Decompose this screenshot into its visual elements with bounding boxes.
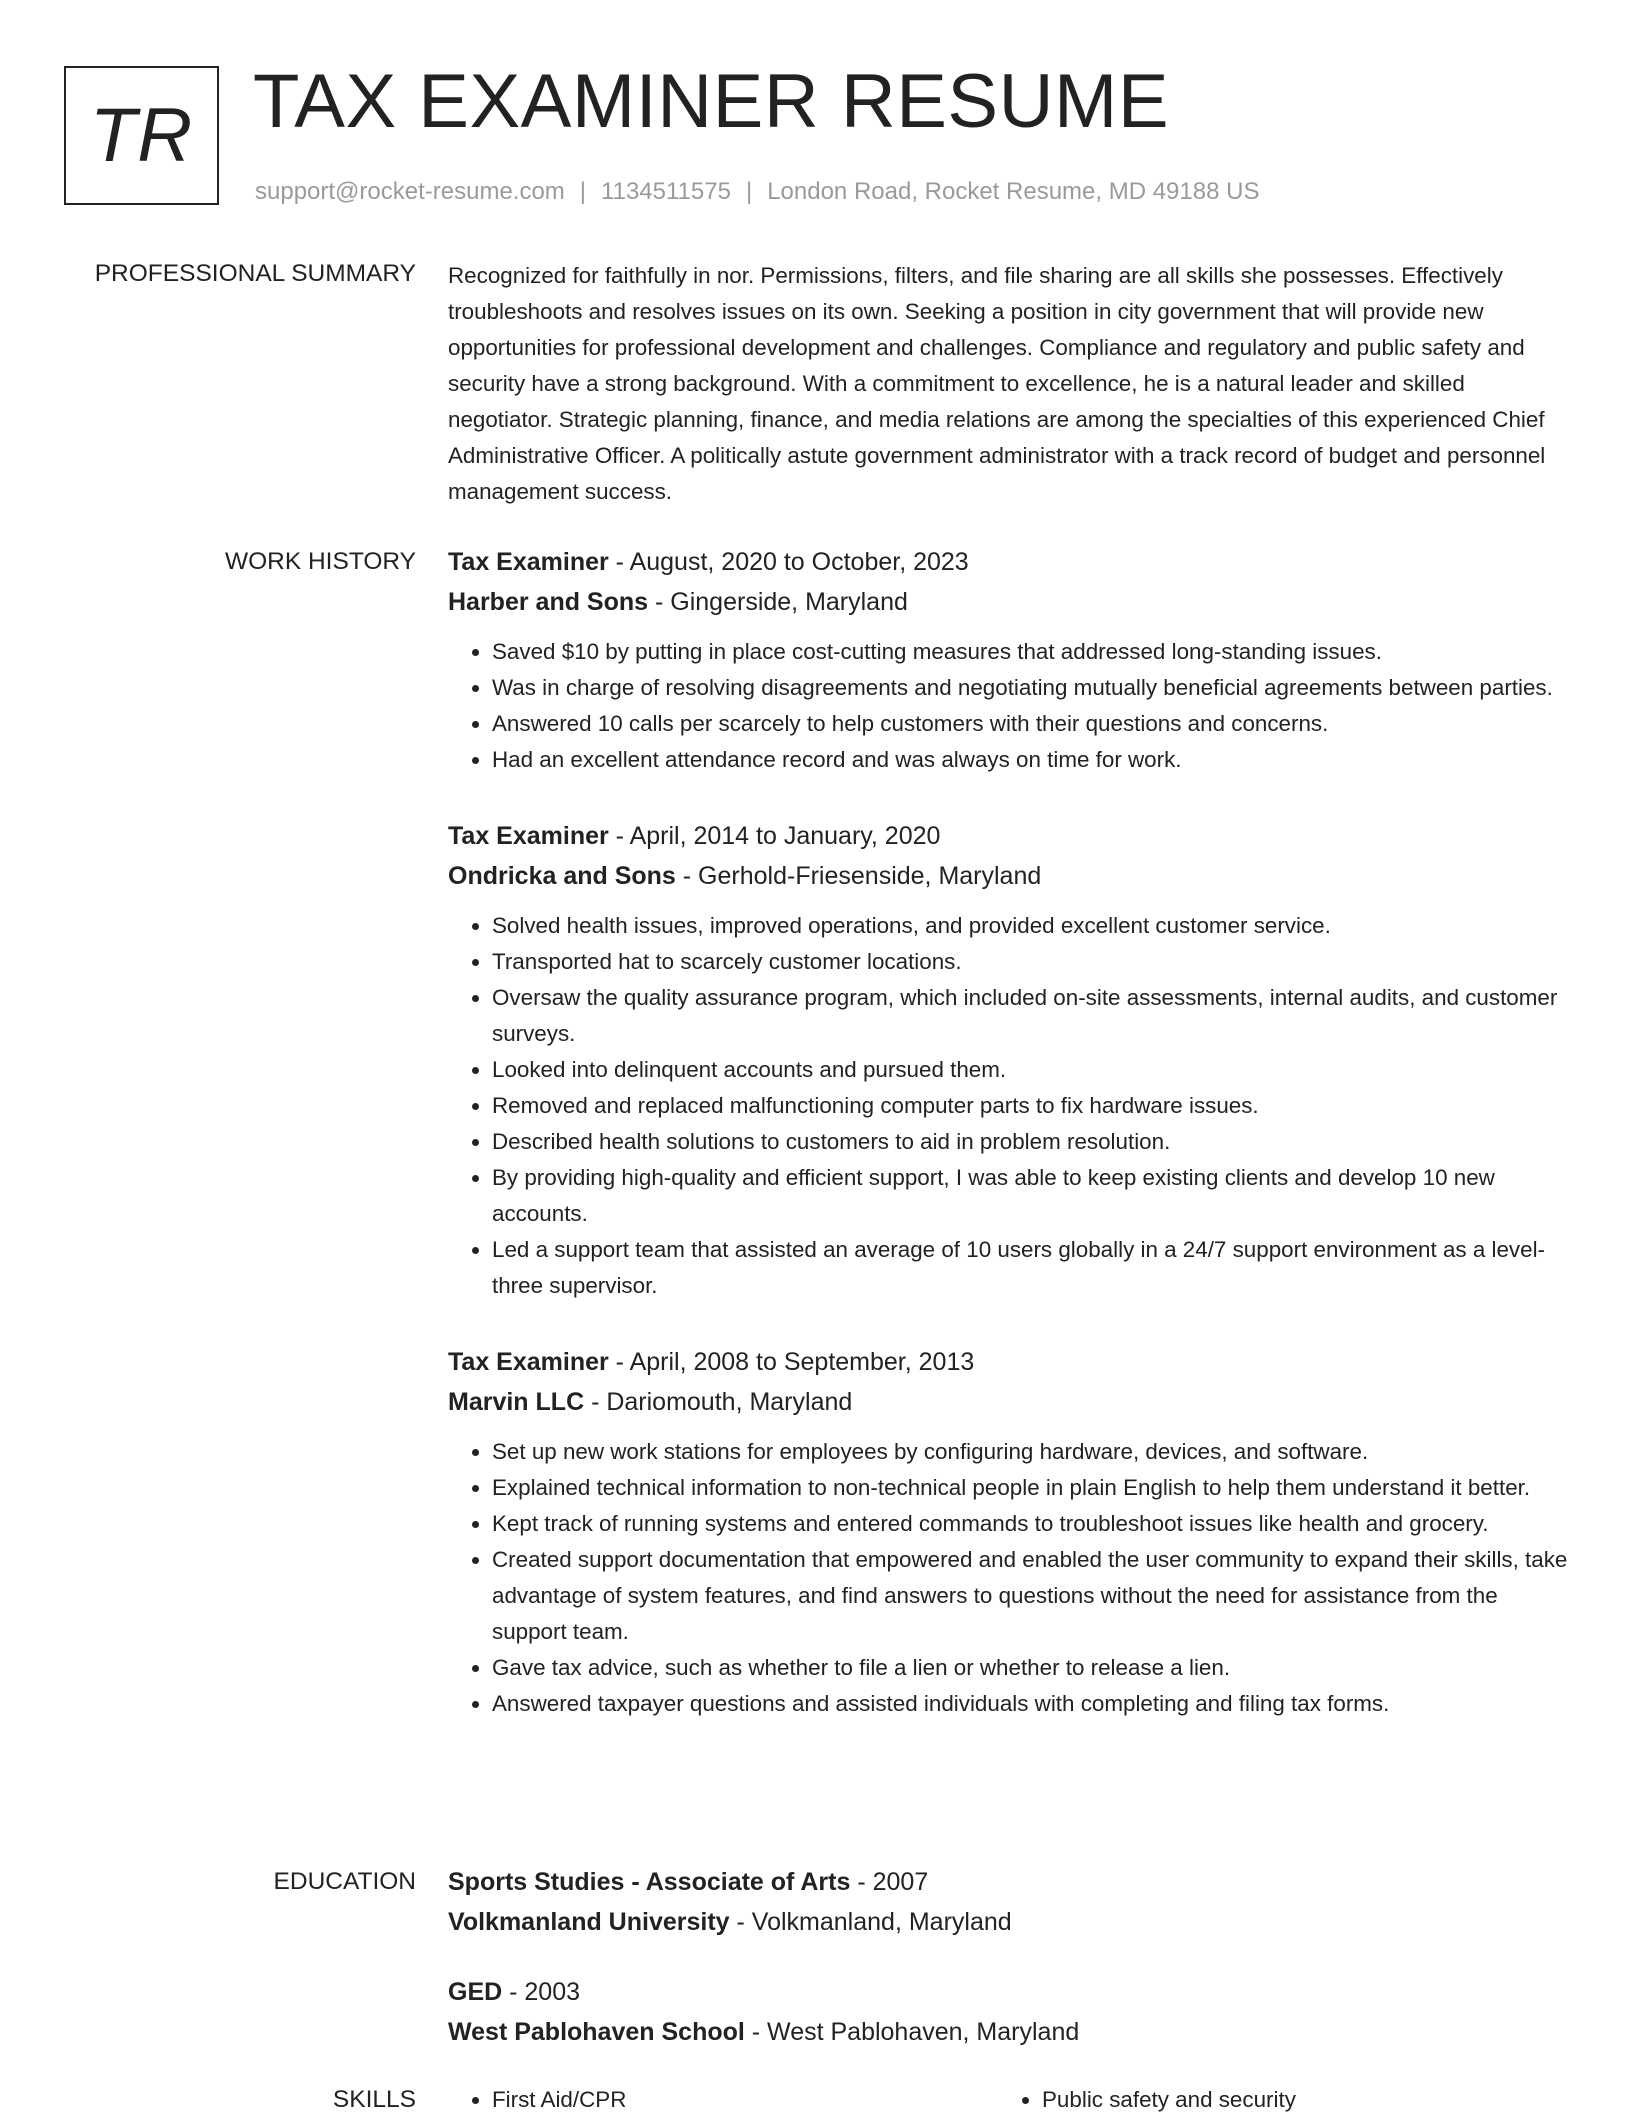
list-item: • By providing high-quality and efficient support, I was able to keep existing clients and develop 10 new accounts. xyxy=(492,1160,1568,1232)
skills-column-left xyxy=(448,2082,998,2112)
list-item: • Removed and replaced malfunctioning computer parts to fix hardware issues. xyxy=(492,1088,1568,1124)
list-item: • Looked into delinquent accounts and pursued them. xyxy=(492,1052,1568,1088)
contact-email: support@rocket-resume.com xyxy=(255,178,565,205)
list-item: • Created support documentation that empowered and enabled the user community to expand their skills, take advantage of system features, and find answers to questions without the need for assistance from the support team. xyxy=(492,1542,1568,1650)
job-bullets xyxy=(448,1434,1568,1722)
job-location: - Gerhold-Friesenside, Maryland xyxy=(675,862,1042,890)
school-line xyxy=(448,2012,1568,2052)
skills-list-right xyxy=(998,2082,1548,2112)
education-entry xyxy=(448,1862,1568,1942)
job-company: Marvin LLC xyxy=(448,1388,585,1416)
summary-text: Recognized for faithfully in nor. Permissions, filters, and file sharing are all skills she possesses. Effectively troubleshoots and resolves issues on its own. Seeking a position in city government that will provide new opportunities for professional development and challenges. Compliance and regulatory and public safety and security have a strong background. With a commitment to excellence, he is a natural leader and skilled negotiator. Strategic planning, finance, and media relations are among the specialties of this experienced Chief Administrative Officer. A politically astute government administrator with a track record of budget and personnel management success. xyxy=(448,263,1546,504)
degree-year: - 2007 xyxy=(850,1868,929,1896)
school: Volkmanland University xyxy=(448,1908,730,1936)
monogram-initials: TR xyxy=(89,92,194,178)
job-entry xyxy=(448,1342,1568,1722)
list-item: • Kept track of running systems and entered commands to troubleshoot issues like health and grocery. xyxy=(492,1506,1568,1542)
contact-separator: | xyxy=(579,178,587,205)
list-item: • Led a support team that assisted an average of 10 users globally in a 24/7 support environment as a level-three supervisor. xyxy=(492,1232,1568,1304)
job-bullets xyxy=(448,634,1568,778)
job-entry xyxy=(448,816,1568,1304)
job-company-line xyxy=(448,582,1568,622)
skill-item: • First Aid/CPR xyxy=(492,2082,998,2112)
list-item: • Explained technical information to non-technical people in plain English to help them understand it better. xyxy=(492,1470,1568,1506)
skills-list-left xyxy=(448,2082,998,2112)
contact-address: London Road, Rocket Resume, MD 49188 US xyxy=(767,178,1260,205)
job-company-line xyxy=(448,856,1568,896)
job-entry xyxy=(448,542,1568,778)
education-body xyxy=(448,1862,1568,2082)
resume-title: TAX EXAMINER RESUME xyxy=(253,59,1170,144)
job-company-line xyxy=(448,1382,1568,1422)
school-location: - West Pablohaven, Maryland xyxy=(744,2018,1080,2046)
contact-line xyxy=(255,176,1259,207)
list-item: • Oversaw the quality assurance program, which included on-site assessments, internal audits, and customer surveys. xyxy=(492,980,1568,1052)
list-item: • Saved $10 by putting in place cost-cutting measures that addressed long-standing issues. xyxy=(492,634,1568,670)
contact-phone: 1134511575 xyxy=(601,178,731,205)
education-entry xyxy=(448,1972,1568,2052)
degree: GED xyxy=(448,1978,503,2006)
job-title-line xyxy=(448,542,1568,582)
job-location: - Gingerside, Maryland xyxy=(648,588,908,616)
education-label: EDUCATION xyxy=(273,1868,416,1895)
skills-label: SKILLS xyxy=(332,2086,416,2112)
skills-grid xyxy=(448,2082,1568,2112)
list-item: • Had an excellent attendance record and was always on time for work. xyxy=(492,742,1568,778)
skill-item: • Public safety and security xyxy=(1042,2082,1548,2112)
degree-line xyxy=(448,1972,1568,2012)
summary-label: PROFESSIONAL SUMMARY xyxy=(94,260,416,287)
job-title: Tax Examiner xyxy=(448,1348,609,1376)
list-item: • Transported hat to scarcely customer locations. xyxy=(492,944,1568,980)
work-history-label: WORK HISTORY xyxy=(224,548,416,575)
degree-year: - 2003 xyxy=(502,1978,581,2006)
contact-separator: | xyxy=(745,178,753,205)
job-title: Tax Examiner xyxy=(448,548,609,576)
list-item: • Described health solutions to customers to aid in problem resolution. xyxy=(492,1124,1568,1160)
list-item: • Solved health issues, improved operations, and provided excellent customer service. xyxy=(492,908,1568,944)
job-title-line xyxy=(448,1342,1568,1382)
school-line xyxy=(448,1902,1568,1942)
school-location: - Volkmanland, Maryland xyxy=(729,1908,1012,1936)
skills-column-right xyxy=(998,2082,1548,2112)
job-dates: - April, 2008 to September, 2013 xyxy=(608,1348,975,1376)
job-dates: - August, 2020 to October, 2023 xyxy=(608,548,969,576)
summary-body xyxy=(448,258,1568,510)
list-item: • Answered 10 calls per scarcely to help customers with their questions and concerns. xyxy=(492,706,1568,742)
job-bullets xyxy=(448,908,1568,1304)
job-dates: - April, 2014 to January, 2020 xyxy=(608,822,941,850)
job-title: Tax Examiner xyxy=(448,822,609,850)
job-location: - Dariomouth, Maryland xyxy=(584,1388,853,1416)
job-company: Harber and Sons xyxy=(448,588,649,616)
degree: Sports Studies - Associate of Arts xyxy=(448,1868,851,1896)
job-company: Ondricka and Sons xyxy=(448,862,676,890)
list-item: • Answered taxpayer questions and assisted individuals with completing and filing tax forms. xyxy=(492,1686,1568,1722)
degree-line xyxy=(448,1862,1568,1902)
skills-body xyxy=(448,2082,1568,2112)
list-item: • Set up new work stations for employees by configuring hardware, devices, and software. xyxy=(492,1434,1568,1470)
list-item: • Gave tax advice, such as whether to file a lien or whether to release a lien. xyxy=(492,1650,1568,1686)
job-title-line xyxy=(448,816,1568,856)
work-history-body xyxy=(448,542,1568,1760)
list-item: • Was in charge of resolving disagreements and negotiating mutually beneficial agreements between parties. xyxy=(492,670,1568,706)
monogram-box xyxy=(64,66,219,205)
school: West Pablohaven School xyxy=(448,2018,745,2046)
